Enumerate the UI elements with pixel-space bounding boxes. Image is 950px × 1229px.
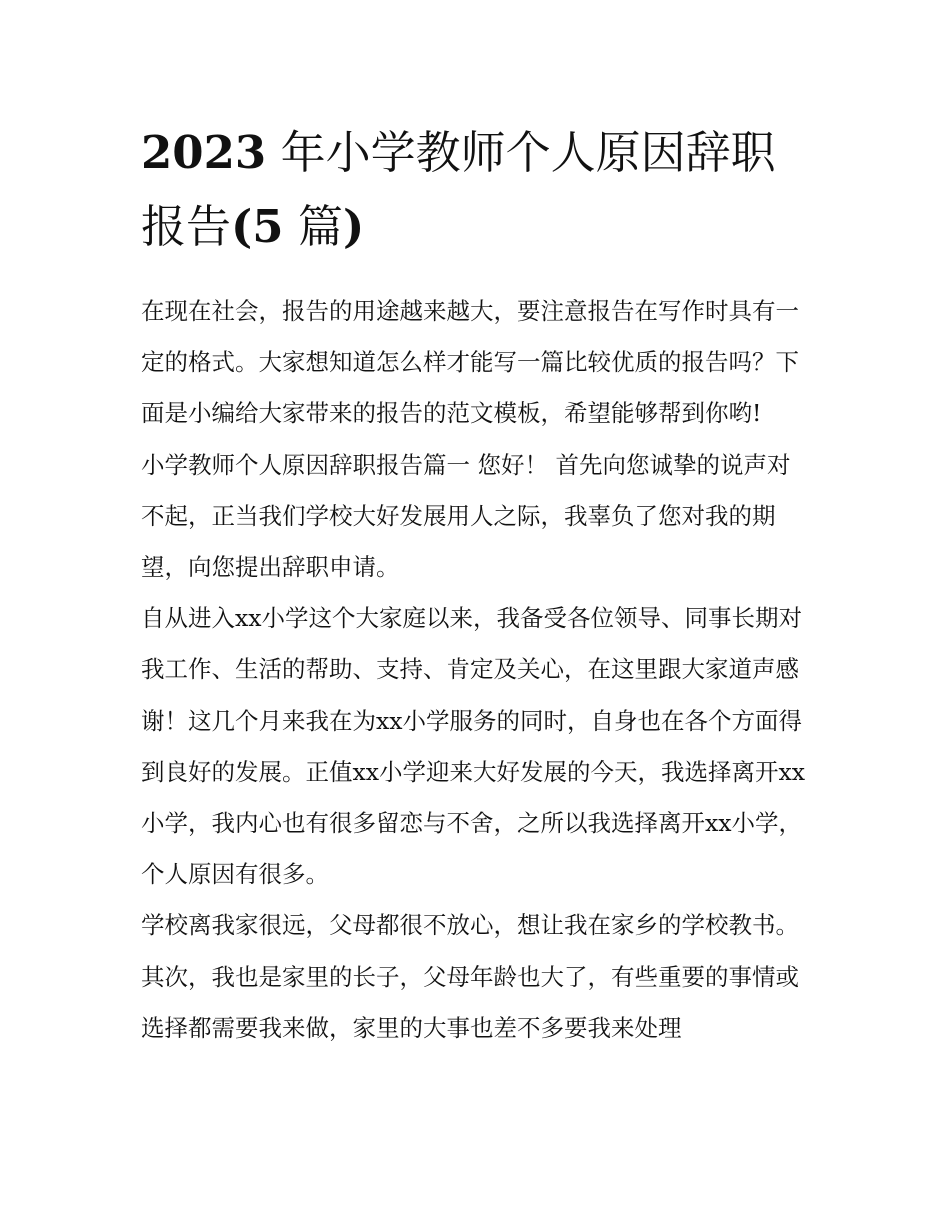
document-content — [141, 116, 813, 1054]
title-count-close: ) — [342, 200, 365, 253]
paragraph-gratitude: 自从进入xx小学这个大家庭以来，我备受各位领导、同事长期对我工作、生活的帮助、支持、肯定及关心，在这里跟大家道声感谢！这几个月来我在为xx小学服务的同时，自身也在各个方面得到良好的发展。正值xx小学迎来大好发展的今天，我选择离开xx小学，我内心也有很多留恋与不舍，之所以我选择离开xx小学，个人原因有很多。 — [141, 604, 806, 889]
paragraph-intro: 在现在社会，报告的用途越来越大，要注意报告在写作时具有一定的格式。大家想知道怎么样才能写一篇比较优质的报告吗？下面是小编给大家带来的报告的范文模板，希望能够帮到你哟! — [141, 297, 799, 428]
paragraph-reasons: 学校离我家很远，父母都很不放心，想让我在家乡的学校教书。其次，我也是家里的长子，父母年龄也大了，有些重要的事情或选择都需要我来做，家里的大事也差不多要我来处理 — [141, 911, 799, 1042]
document-body — [141, 286, 813, 1054]
title-year: 2023 — [141, 126, 267, 179]
paragraph-greeting: 小学教师个人原因辞职报告篇一 您好！ 首先向您诚挚的说声对不起，正当我们学校大好发展用人之际，我辜负了您对我的期望，向您提出辞职申请。 — [141, 450, 791, 582]
title-main: 年小学教师个人原因辞职报告 — [141, 126, 776, 253]
title-count-open: (5 — [231, 200, 284, 253]
title-count-unit: 篇 — [297, 200, 343, 253]
document-title — [141, 116, 813, 264]
